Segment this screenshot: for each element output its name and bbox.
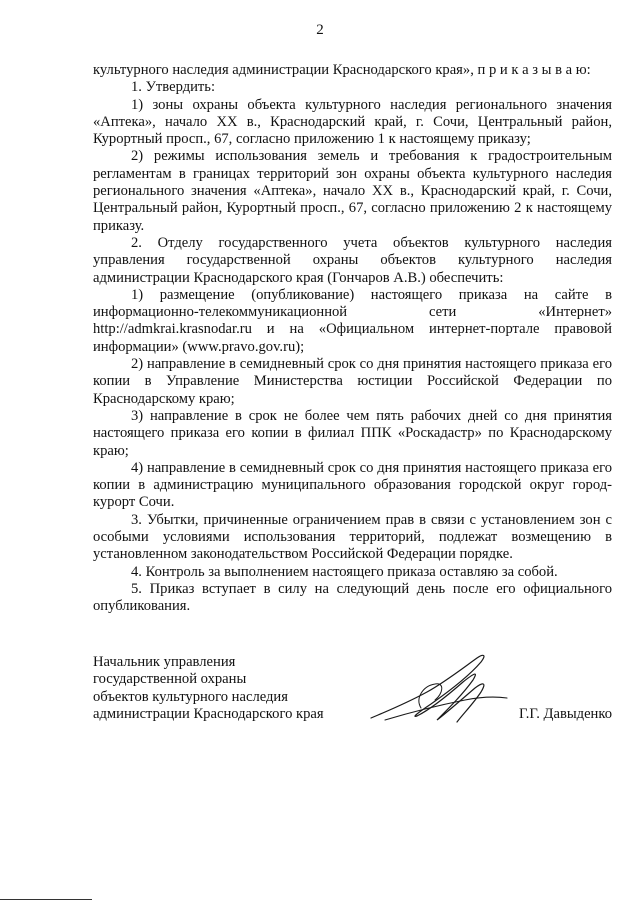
paragraph-item-1-1: 1) зоны охраны объекта культурного наследия регионального значения «Аптека», начало XX в., Краснодарский край, г. Сочи, Центральный район, Курортный просп., 67, согласно приложению 1 к настоящему приказу;	[93, 96, 612, 148]
signatory-name: Г.Г. Давыденко	[518, 706, 612, 722]
paragraph-item-2: 2. Отделу государственного учета объектов культурного наследия управления государственной охраны объектов культурного наследия администрации Краснодарского края (Гончаров А.В.) обеспечить:	[93, 234, 612, 286]
page-number: 2	[316, 22, 324, 38]
signatory-position-line: Начальник управления	[93, 654, 236, 670]
paragraph-intro: культурного наследия администрации Краснодарского края», п р и к а з ы в а ю:	[93, 62, 591, 78]
paragraph-item-2-3: 3) направление в срок не более чем пять рабочих дней со дня принятия настоящего приказа его копии в филиал ППК «Роскадастр» по Краснодарскому краю;	[93, 407, 612, 459]
paragraph-item-2-2: 2) направление в семидневный срок со дня принятия настоящего приказа его копии в Управление Министерства юстиции Российской Федерации по Краснодарскому краю;	[93, 356, 612, 407]
paragraph-item-5: 5. Приказ вступает в силу на следующий день после его официального опубликования.	[93, 580, 612, 615]
paragraph-item-3: 3. Убытки, причиненные ограничением прав в связи с установлением зон с особыми условиями использования территорий, подлежат возмещению в установленном законодательством Российской Федерации порядке.	[93, 511, 612, 563]
paragraph-item-1-2: 2) режимы использования земель и требования к градостроительным регламентам в границах территорий зон охраны объекта культурного наследия регионального значения «Аптека», начало XX в., Краснодарский край, г. Сочи, Центральный район, Курортный просп., 67, согласно приложению 2 к настоящему приказу.	[93, 148, 612, 234]
signatory-position-line: объектов культурного наследия	[93, 688, 288, 705]
signatory-position-line: администрации Краснодарского края	[93, 705, 324, 722]
document-body	[93, 62, 612, 616]
paragraph-item-2-1: 1) размещение (опубликование) настоящего приказа на сайте в информационно-телекоммуникационной сети «Интернет» http://admkrai.krasnodar.ru и на «Официальном интернет-портале правовой информации» (www.pravo.gov.ru);	[93, 286, 612, 355]
footnote-divider	[0, 899, 92, 900]
signature-block	[93, 654, 612, 734]
paragraph-item-1: 1. Утвердить:	[131, 79, 216, 96]
signatory-position	[93, 654, 353, 723]
paragraph-item-4: 4. Контроль за выполнением настоящего приказа оставляю за собой.	[131, 563, 558, 580]
handwritten-signature	[365, 648, 515, 730]
signatory-position-line: государственной охраны	[93, 671, 247, 688]
paragraph-item-2-4: 4) направление в семидневный срок со дня принятия настоящего приказа его копии в администрацию муниципального образования городской округ город-курорт Сочи.	[93, 459, 612, 511]
